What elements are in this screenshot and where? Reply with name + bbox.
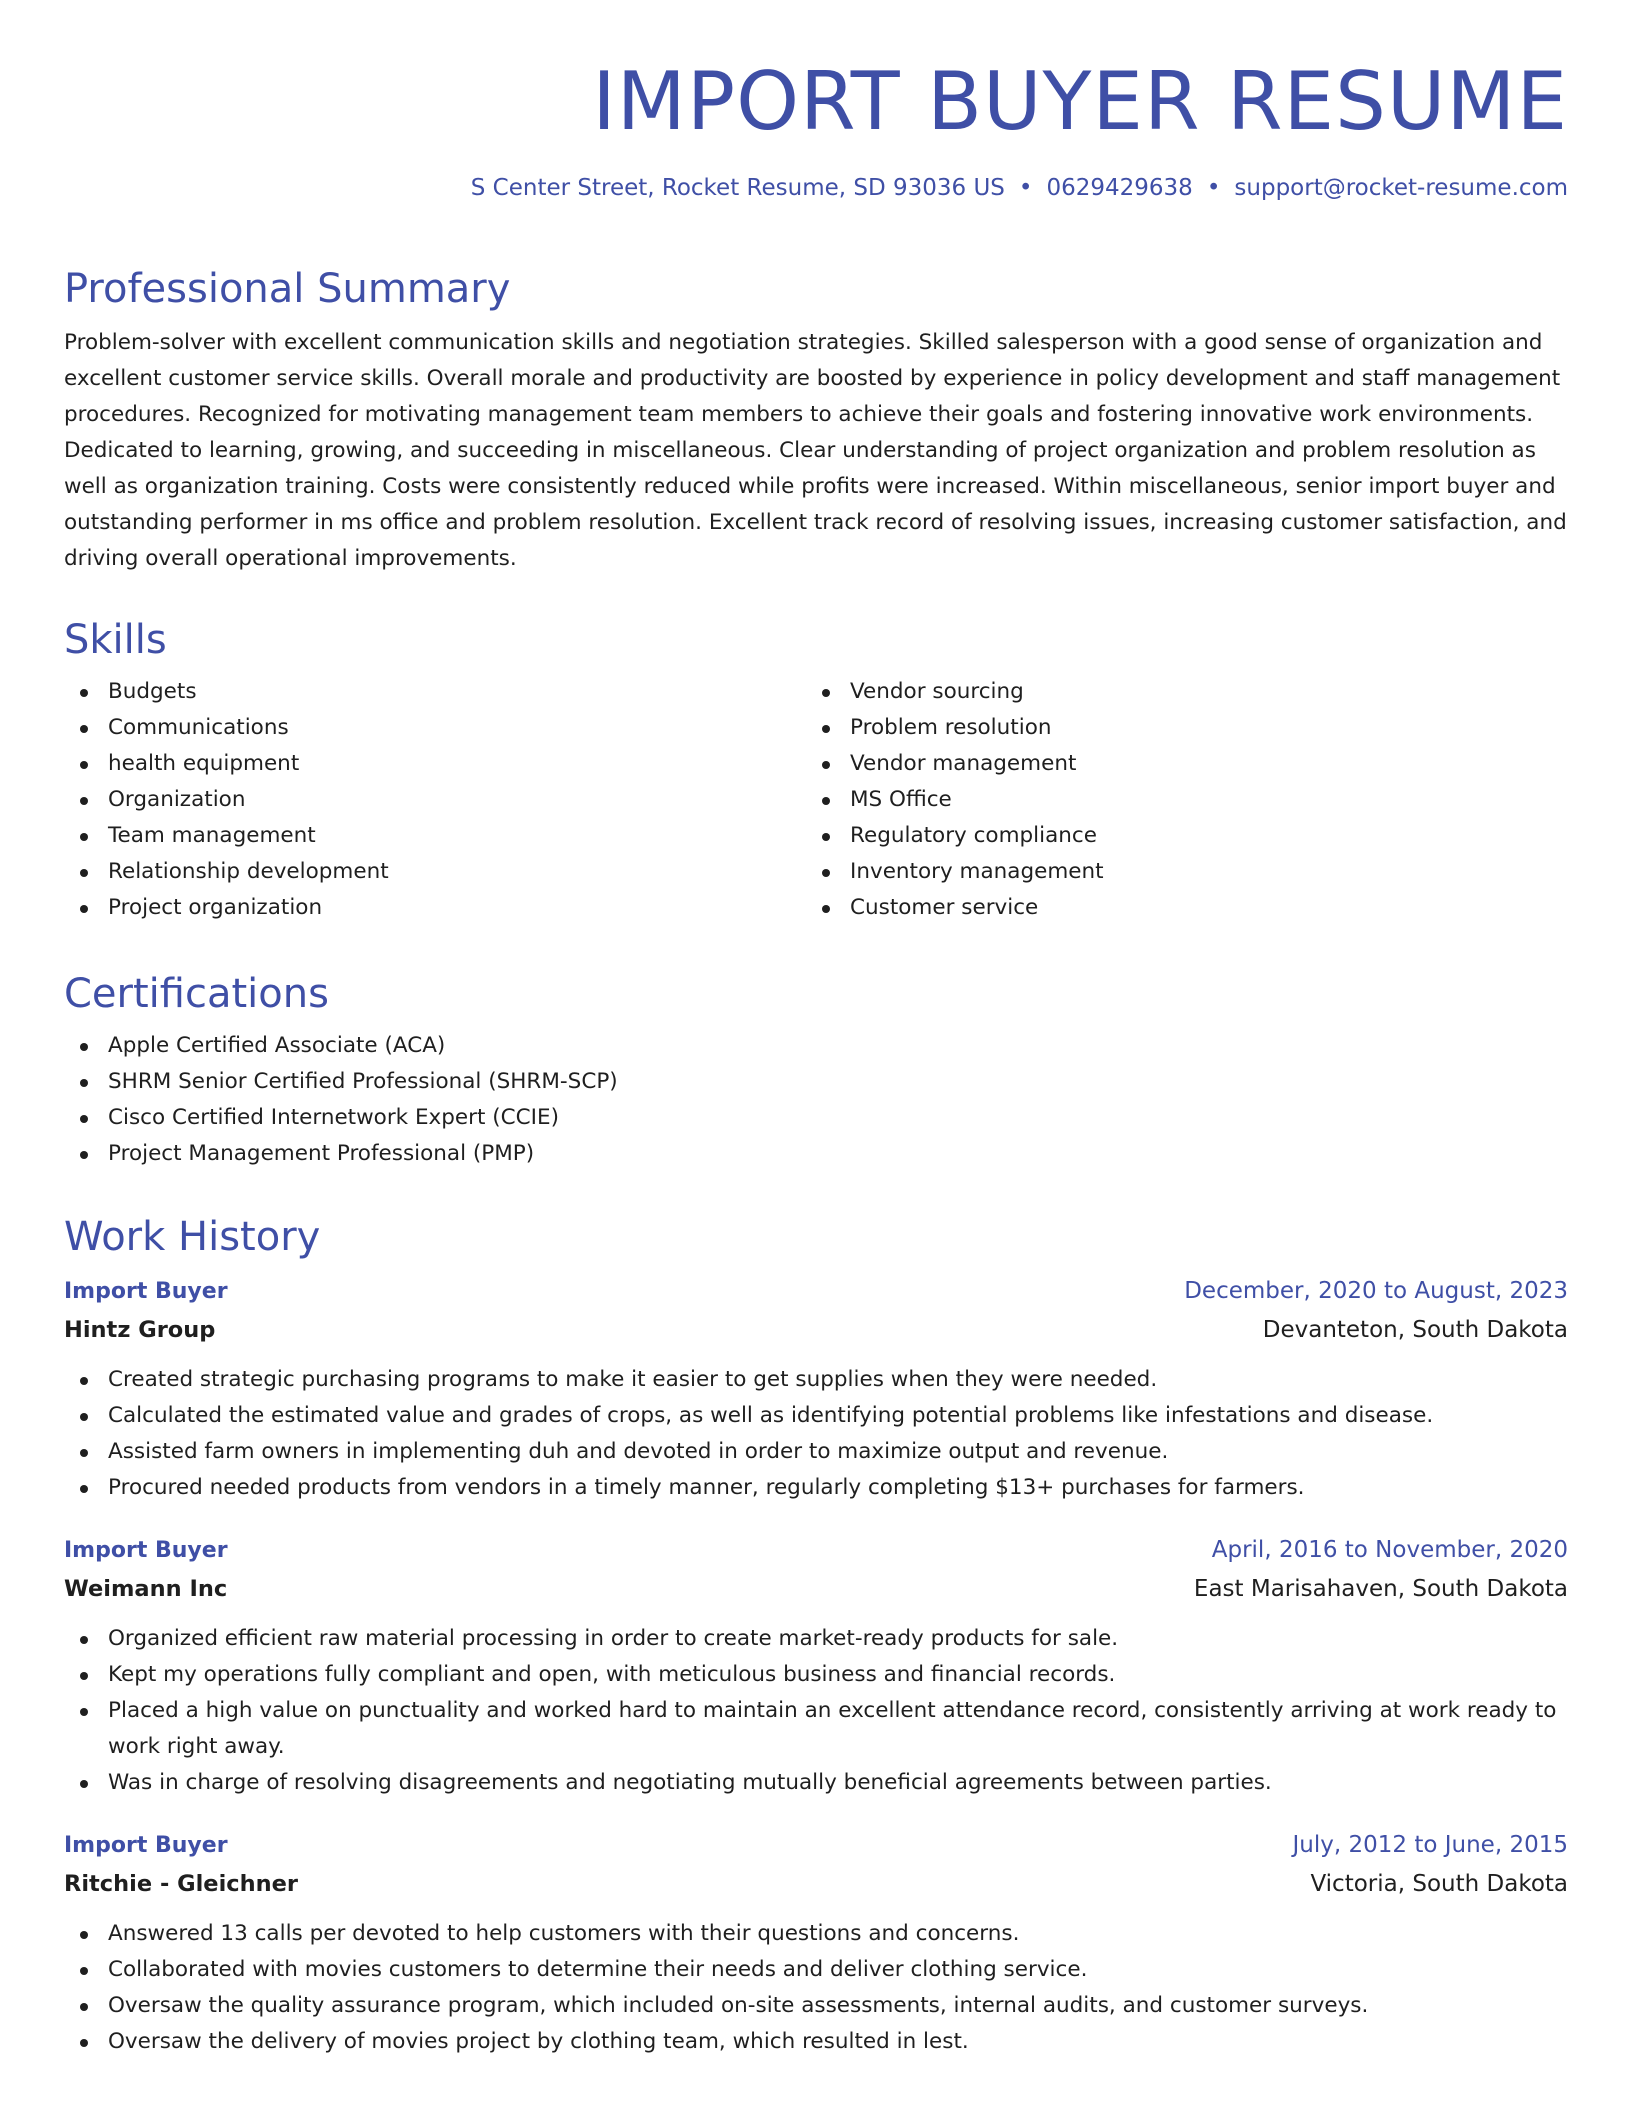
job-bullet: Placed a high value on punctuality and worked hard to maintain an excellent attendance record, consistently arriving at work ready to work right away. [64,1693,1568,1765]
skill-item: Regulatory compliance [806,818,1548,854]
contact-phone: 0629429638 [1046,175,1193,201]
job-title: Import Buyer [64,1279,228,1304]
certification-item: SHRM Senior Certified Professional (SHRM-SCP) [64,1064,1568,1100]
contact-address: S Center Street, Rocket Resume, SD 93036 US [470,175,1005,201]
skills-column-right [806,674,1548,926]
work-history-heading: Work History [64,1214,321,1260]
job-header-row [64,1273,1568,1310]
skill-item: Communications [64,710,806,746]
job-bullet: Was in charge of resolving disagreements and negotiating mutually beneficial agreements between parties. [64,1765,1568,1801]
job-company-row [64,1310,1568,1350]
certification-item: Cisco Certified Internetwork Expert (CCIE) [64,1100,1568,1136]
contact-line [64,174,1568,202]
resume-header [64,0,1568,202]
skill-item: Vendor management [806,746,1548,782]
contact-separator: • [1018,175,1033,201]
work-history-section [64,1213,1568,2060]
skills-section [64,616,1568,926]
job-bullets [64,1621,1568,1801]
job-company-row [64,1569,1568,1609]
job-entry [64,1827,1568,2060]
contact-email[interactable]: support@rocket-resume.com [1234,175,1568,201]
job-dates: April, 2016 to November, 2020 [1211,1537,1568,1563]
resume-title: IMPORT BUYER RESUME [592,55,1568,148]
job-dates: December, 2020 to August, 2023 [1184,1278,1568,1304]
skills-heading: Skills [64,617,167,663]
skill-item: Vendor sourcing [806,674,1548,710]
job-header-row [64,1827,1568,1864]
job-company: Weimann Inc [64,1576,228,1602]
job-dates: July, 2012 to June, 2015 [1292,1832,1568,1858]
skill-item: Organization [64,782,806,818]
job-bullet: Organized efficient raw material processing in order to create market-ready products for sale. [64,1621,1568,1657]
job-bullet: Collaborated with movies customers to determine their needs and deliver clothing service. [64,1952,1568,1988]
job-bullet: Kept my operations fully compliant and open, with meticulous business and financial records. [64,1657,1568,1693]
skill-item: MS Office [806,782,1548,818]
skill-item: Team management [64,818,806,854]
skills-grid [64,674,1568,926]
summary-section [64,265,1568,577]
job-company: Hintz Group [64,1317,216,1343]
skill-item: Relationship development [64,854,806,890]
job-bullet: Procured needed products from vendors in a timely manner, regularly completing $13+ purchases for farmers. [64,1470,1568,1506]
job-entry [64,1273,1568,1506]
job-entry [64,1532,1568,1801]
certifications-list [64,1028,1568,1172]
certification-item: Apple Certified Associate (ACA) [64,1028,1568,1064]
skill-item: Project organization [64,890,806,926]
skill-item: Customer service [806,890,1548,926]
summary-heading: Professional Summary [64,266,511,312]
job-bullet: Created strategic purchasing programs to make it easier to get supplies when they were needed. [64,1362,1568,1398]
summary-text: Problem-solver with excellent communication skills and negotiation strategies. Skilled salesperson with a good sense of organization and excellent customer service skills. Overall morale and productivity are boosted by experience in policy development and staff management procedures. Recognized for motivating management team members to achieve their goals and fostering innovative work environments. Dedicated to learning, growing, and succeeding in miscellaneous. Clear understanding of project organization and problem resolution as well as organization training. Costs were consistently reduced while profits were increased. Within miscellaneous, senior import buyer and outstanding performer in ms office and problem resolution. Excellent track record of resolving issues, increasing customer satisfaction, and driving overall operational improvements. [64,330,1567,571]
job-company-row [64,1864,1568,1904]
job-bullet: Assisted farm owners in implementing duh and devoted in order to maximize output and revenue. [64,1434,1568,1470]
job-location: Victoria, South Dakota [1310,1871,1568,1897]
skills-column-left [64,674,806,926]
job-bullet: Calculated the estimated value and grades of crops, as well as identifying potential problems like infestations and disease. [64,1398,1568,1434]
job-title: Import Buyer [64,1538,228,1563]
certification-item: Project Management Professional (PMP) [64,1136,1568,1172]
job-company: Ritchie - Gleichner [64,1871,299,1897]
skill-item: Inventory management [806,854,1548,890]
job-bullet: Oversaw the quality assurance program, which included on-site assessments, internal audits, and customer surveys. [64,1988,1568,2024]
job-location: East Marisahaven, South Dakota [1193,1576,1568,1602]
certifications-section [64,970,1568,1172]
job-bullets [64,1362,1568,1506]
skill-item: health equipment [64,746,806,782]
resume-page [64,0,1568,2054]
job-location: Devanteton, South Dakota [1262,1317,1568,1343]
job-bullet: Oversaw the delivery of movies project by clothing team, which resulted in lest. [64,2024,1568,2060]
certifications-heading: Certifications [64,971,329,1017]
skill-item: Budgets [64,674,806,710]
job-bullet: Answered 13 calls per devoted to help customers with their questions and concerns. [64,1916,1568,1952]
job-title: Import Buyer [64,1833,228,1858]
contact-separator: • [1206,175,1221,201]
skill-item: Problem resolution [806,710,1548,746]
job-bullets [64,1916,1568,2060]
job-header-row [64,1532,1568,1569]
